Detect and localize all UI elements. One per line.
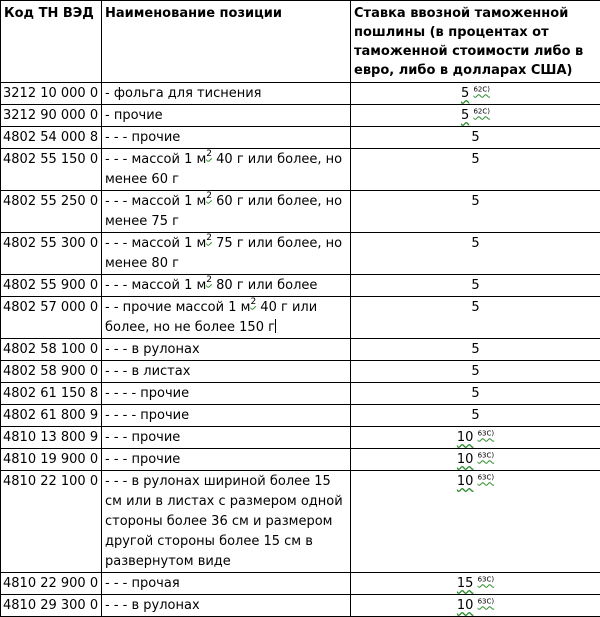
rate-footnote: 63С) [478, 598, 495, 606]
row-name: - - - прочие [102, 449, 351, 471]
rate-footnote: 63С) [478, 576, 495, 584]
row-rate [351, 427, 600, 449]
row-rate: 5 [351, 191, 600, 233]
text-cursor [275, 319, 276, 333]
row-code: 4810 29 300 0 [1, 595, 102, 617]
table-row [1, 471, 600, 573]
table-row [1, 573, 600, 595]
rate-value: 5 [461, 86, 469, 101]
row-rate: 5 [351, 361, 600, 383]
table-row [1, 127, 600, 149]
row-code: 4802 54 000 8 [1, 127, 102, 149]
rate-value: 10 [457, 474, 474, 489]
table-row [1, 449, 600, 471]
row-rate: 5 [351, 405, 600, 427]
row-name: - прочие [102, 105, 351, 127]
rate-footnote: 63С) [478, 452, 495, 460]
table-row [1, 191, 600, 233]
row-name: - - - прочие [102, 127, 351, 149]
row-rate: 5 [351, 275, 600, 297]
row-code: 4802 61 150 8 [1, 383, 102, 405]
table-row [1, 405, 600, 427]
row-code: 4802 61 800 9 [1, 405, 102, 427]
row-rate: 5 [351, 127, 600, 149]
rate-value: 10 [457, 452, 474, 467]
row-rate [351, 471, 600, 573]
header-name: Наименование позиции [102, 1, 351, 83]
row-code: 4802 57 000 0 [1, 297, 102, 339]
row-name: - - - массой 1 $м^2$ 80 г или более [102, 275, 351, 297]
row-rate [351, 573, 600, 595]
row-code: 3212 10 000 0 [1, 83, 102, 105]
row-code: 4810 19 900 0 [1, 449, 102, 471]
row-code: 4802 58 900 0 [1, 361, 102, 383]
row-name: - - - прочая [102, 573, 351, 595]
rate-footnote: 63С) [478, 430, 495, 438]
header-row [1, 1, 600, 83]
table-row [1, 275, 600, 297]
header-rate: Ставка ввозной таможенной пошлины (в процентах от таможенной стоимости либо в евро, либо в долларах США) [351, 1, 600, 83]
rate-value: 5 [461, 108, 469, 123]
row-rate: 5 [351, 149, 600, 191]
rate-value: 15 [457, 576, 474, 591]
row-name: - - - в рулонах [102, 339, 351, 361]
row-rate: 5 [351, 339, 600, 361]
row-name: - - - прочие [102, 427, 351, 449]
row-name: - - - в рулонах [102, 595, 351, 617]
row-code: 4802 58 100 0 [1, 339, 102, 361]
table-row [1, 105, 600, 127]
row-code: 4810 22 100 0 [1, 471, 102, 573]
table-row [1, 427, 600, 449]
table-row [1, 83, 600, 105]
row-rate: 5 [351, 383, 600, 405]
row-code: 4802 55 900 0 [1, 275, 102, 297]
row-code: 4802 55 250 0 [1, 191, 102, 233]
row-name: - - - в рулонах шириной более 15 см или в листах с размером одной стороны более 36 см и размером другой стороны более 15 см в развернутом виде [102, 471, 351, 573]
rate-footnote: 62С) [473, 86, 490, 94]
row-name: - - - - прочие [102, 383, 351, 405]
row-code: 4810 13 800 9 [1, 427, 102, 449]
row-name: - - - - прочие [102, 405, 351, 427]
row-rate: 5 [351, 233, 600, 275]
row-code: 3212 90 000 0 [1, 105, 102, 127]
row-name: - - прочие массой 1 $м^2$ 40 г или более, но не более 150 г [102, 297, 351, 339]
row-rate: 5 [351, 297, 600, 339]
row-name: - - - массой 1 $м^2$ 60 г или более, но менее 75 г [102, 191, 351, 233]
rate-value: 10 [457, 598, 474, 613]
row-rate [351, 83, 600, 105]
row-rate [351, 449, 600, 471]
row-code: 4810 22 900 0 [1, 573, 102, 595]
table-row [1, 233, 600, 275]
row-code: 4802 55 300 0 [1, 233, 102, 275]
row-name: - - - массой 1 $м^2$ 75 г или более, но менее 80 г [102, 233, 351, 275]
rate-footnote: 62С) [473, 108, 490, 116]
row-code: 4802 55 150 0 [1, 149, 102, 191]
rate-value: 10 [457, 430, 474, 445]
table-row [1, 297, 600, 339]
table-row [1, 339, 600, 361]
row-rate [351, 105, 600, 127]
table-row [1, 149, 600, 191]
row-name: - - - массой 1 $м^2$ 40 г или более, но менее 60 г [102, 149, 351, 191]
rate-footnote: 63С) [478, 474, 495, 482]
row-name: - - - в листах [102, 361, 351, 383]
row-name: - фольга для тиснения [102, 83, 351, 105]
table-row [1, 361, 600, 383]
header-code: Код ТН ВЭД [1, 1, 102, 83]
table-row [1, 383, 600, 405]
